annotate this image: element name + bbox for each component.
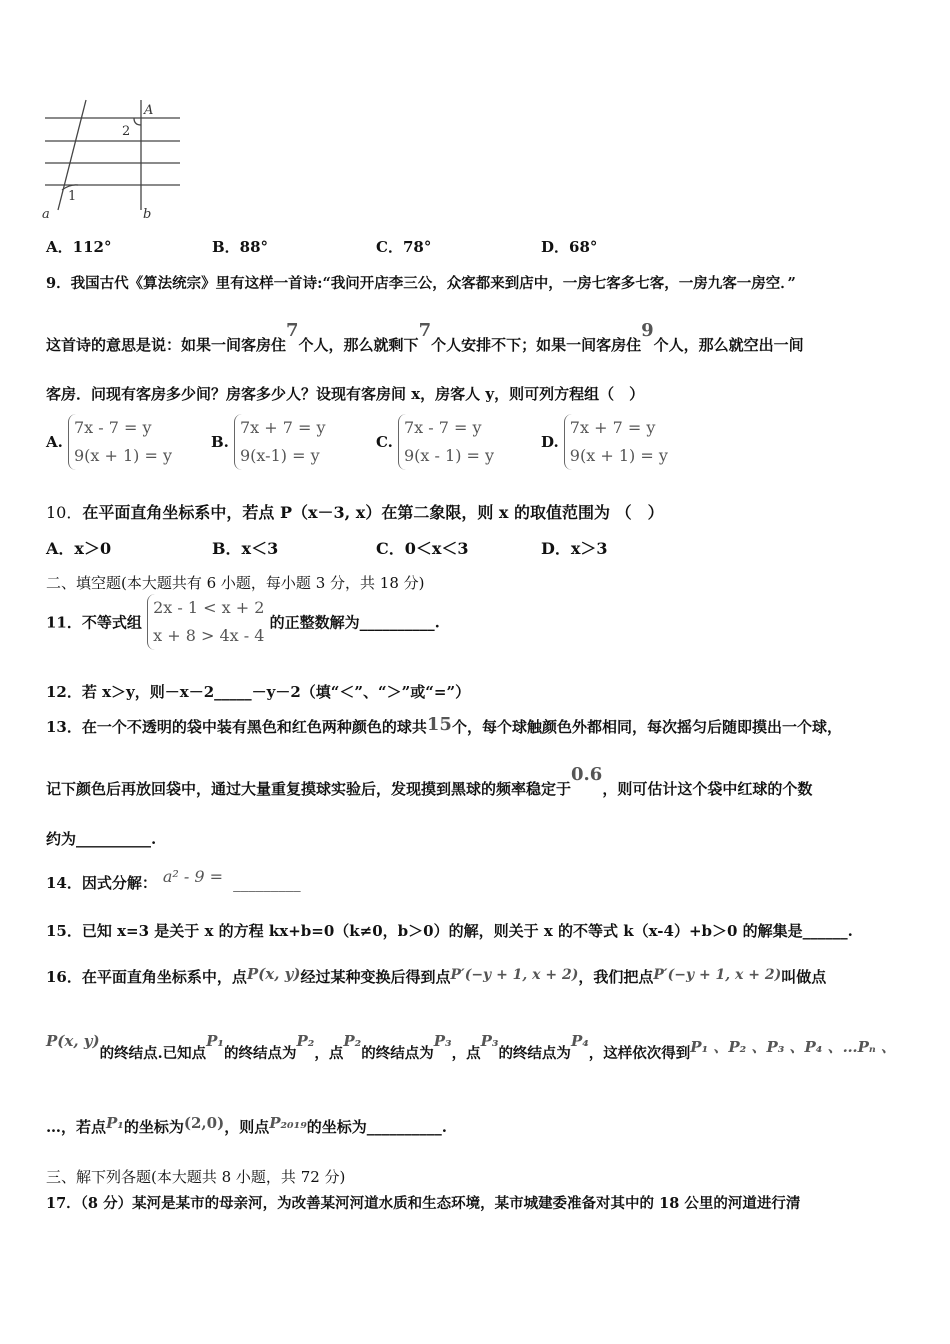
q12-line: 12．若 x＞y，则－x－2_____－y－2（填“＜”、“＞”或“=”） [46, 683, 471, 701]
q9-option-d: D. 7x + 7 = y 9(x + 1) = y [541, 414, 668, 470]
point-p: P(x, y) [46, 1032, 100, 1050]
parallel-lines-figure [40, 98, 185, 223]
q8-option-d: D．68° [541, 238, 598, 256]
q13-number-06: 0.6 [571, 764, 603, 785]
q14-line: 14．因式分解： a² - 9 = _________ [46, 867, 301, 892]
equation-system: 7x - 7 = y 9(x + 1) = y [68, 414, 172, 470]
point-sequence: P₁ 、P₂ 、P₃ 、P₄ 、…Pₙ 、 [690, 1038, 896, 1056]
label-angle-2: 2 [122, 124, 131, 139]
equation-system: 7x + 7 = y 9(x + 1) = y [564, 414, 668, 470]
point-p2: P₂ [296, 1032, 315, 1050]
equation-system: 7x - 7 = y 9(x - 1) = y [398, 414, 494, 470]
q13-line2: 记下颜色后再放回袋中，通过大量重复摸球实验后，发现摸到黑球的频率稳定于0.6，则可估计这个袋中红球的个数 [46, 764, 813, 798]
q10-option-c: C．0＜x＜3 [376, 539, 469, 558]
q13-line1: 13．在一个不透明的袋中装有黑色和红色两种颜色的球共15个，每个球触颜色外都相同，每次摇匀后随即摸出一个球， [46, 714, 842, 736]
point-p: P(x, y) [246, 965, 301, 983]
point-p3: P₃ [480, 1032, 499, 1050]
q16-line2: P(x, y)的终结点.已知点P₁的终结点为P₂，点P₂的终结点为P₃，点P₃的终结点为P₄，这样依次得到P₁ 、P₂ 、P₃ 、P₄ 、…Pₙ 、 [46, 1032, 896, 1062]
q9-number-7b: 7 [418, 320, 432, 341]
q9-option-c: C. 7x - 7 = y 9(x - 1) = y [376, 414, 494, 470]
point-p4: P₄ [570, 1032, 589, 1050]
q16-line1: 16．在平面直角坐标系中，点P(x, y)经过某种变换后得到点P′(−y + 1, x + 2)，我们把点P′(−y + 1, x + 2)叫做点 [46, 965, 827, 986]
q10-option-b: B．x＜3 [212, 539, 279, 558]
label-a: a [42, 207, 50, 222]
label-b: b [143, 207, 152, 222]
point-p2: P₂ [343, 1032, 362, 1050]
q9-option-b: B. 7x + 7 = y 9(x-1) = y [211, 414, 326, 470]
point-p1: P₁ [206, 1032, 224, 1050]
q13-number-15: 15 [426, 714, 452, 735]
point-p-prime-2: P′(−y + 1, x + 2) [653, 967, 782, 983]
q8-option-a: A．112° [46, 238, 112, 256]
coordinate-2-0: (2,0) [183, 1114, 225, 1132]
q8-option-c: C．78° [376, 238, 432, 256]
q9-line3: 客房．问现有客房多少间？房客多少人？设现有客房间 x，房客人 y，则可列方程组（ ） [46, 385, 645, 403]
q17-line: 17．（8 分）某河是某市的母亲河，为改善某河河道水质和生态环境，某市城建委准备对其中的 18 公里的河道进行清 [46, 1195, 801, 1212]
q9-line2: 这首诗的意思是说：如果一间客房住7个人，那么就剩下7个人安排不下；如果一间客房住9个人，那么就空出一间 [46, 320, 804, 354]
section-3-heading: 三、解下列各题(本大题共 8 小题，共 72 分) [46, 1168, 346, 1186]
inequality-system: 2x - 1 < x + 2 x + 8 > 4x - 4 [147, 594, 264, 650]
point-p-prime: P′(−y + 1, x + 2) [450, 967, 579, 983]
q10-option-d: D．x＞3 [541, 539, 608, 558]
q10-line: 10．在平面直角坐标系中，若点 P（x－3, x）在第二象限，则 x 的取值范围为 （ ） [46, 503, 664, 522]
angle-2-arc [134, 118, 141, 125]
label-angle-1: 1 [68, 189, 77, 204]
q15-line: 15．已知 x=3 是关于 x 的方程 kx+b=0（k≠0，b＞0）的解，则关于 x 的不等式 k（x-4）+b＞0 的解集是______. [46, 922, 853, 940]
point-p2019: P₂₀₁₉ [269, 1114, 307, 1132]
label-A: A [144, 103, 154, 118]
point-p3: P₃ [433, 1032, 452, 1050]
q13-line3: 约为__________. [46, 830, 157, 848]
q14-expression: a² - 9 = [162, 867, 224, 886]
q10-option-a: A．x＞0 [46, 539, 112, 558]
equation-system: 7x + 7 = y 9(x-1) = y [234, 414, 326, 470]
q8-option-b: B．88° [212, 238, 269, 256]
section-2-heading: 二、填空题(本大题共有 6 小题，每小题 3 分，共 18 分) [46, 574, 425, 592]
q16-line3: …，若点P₁的坐标为(2,0)，则点P₂₀₁₉的坐标为__________. [46, 1114, 447, 1136]
q9-line1: 9．我国古代《算法统宗》里有这样一首诗:“我问开店李三公，众客都来到店中，一房七客多七客，一房九客一房空．” [46, 275, 796, 292]
q9-option-a: A. 7x - 7 = y 9(x + 1) = y [46, 414, 172, 470]
q9-number-9: 9 [641, 320, 654, 341]
q11-line: 11．不等式组 2x - 1 < x + 2 x + 8 > 4x - 4 的正整数解为__________. [46, 594, 440, 650]
point-p1: P₁ [106, 1114, 124, 1132]
q9-number-7a: 7 [286, 320, 299, 341]
